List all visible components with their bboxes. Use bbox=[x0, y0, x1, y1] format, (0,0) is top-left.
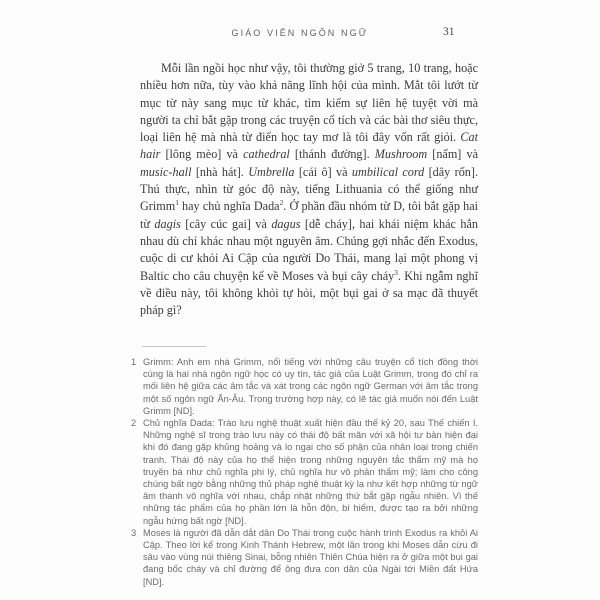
footnote-item bbox=[131, 527, 478, 588]
body-text-segment: Cat hair bbox=[140, 130, 478, 162]
body-text-segment: [lông mèo] và bbox=[160, 147, 244, 162]
footnote-text: Chủ nghĩa Dada: Trào lưu nghệ thuật xuất hiện đầu thế kỷ 20, sau Thế chiến I. Những nghệ sĩ trong trào lưu này có thái độ bất mãn với xã hội tư bản hiện đại khi đó đang gặp khủng hoảng và lo ngại cho số phận của nhân loại trong chiến tranh. Thái độ này của họ thể hiện trong những nguyên tắc thẩm mỹ mà họ truyền bá như chủ nghĩa phi lý, chủ nghĩa hư vô phản thẩm mỹ; làm cho công chúng bất ngờ bằng những thủ pháp nghệ thuật kỳ lạ như kết hợp những từ ngữ âm thanh vô nghĩa với nhau, chắp nhặt những thứ bắt gặp ngẫu nhiên. Vì thế những tác phẩm của họ phần lớn là hỗn độn, bí hiểm, được tạo ra bởi những ngẫu hứng bất ngờ [ND]. bbox=[143, 418, 478, 526]
body-text-segment: 3 bbox=[394, 267, 398, 277]
body-text-segment: [thánh đường]. bbox=[289, 147, 375, 162]
body-text-segment: umbilical cord bbox=[351, 164, 425, 179]
body-paragraph bbox=[140, 60, 478, 319]
footnote-item bbox=[131, 356, 478, 417]
body-text-segment: music-hall bbox=[140, 164, 192, 179]
footnote-number: 2 bbox=[131, 418, 137, 429]
body-text-segment: [nấm] và bbox=[427, 147, 478, 162]
body-text-segment: dagus bbox=[271, 216, 301, 231]
body-text-segment: hay chủ nghĩa Dada bbox=[178, 199, 280, 214]
body-text-segment: . Ở phần đầu nhóm từ D, tôi bắt gặp hai từ bbox=[140, 199, 478, 231]
footnote-text: Moses là người đã dẫn dắt dân Do Thái trong cuộc hành trình Exodus ra khỏi Ai Cập. Theo lời kể trong Kinh Thánh Hebrew, một lần trong khi Moses dẫn cừu đi sâu vào vùng núi thiêng Sinai, bỗng nhiên Thiên Chúa hiện ra ở giữa một bụi gai đang bốc cháy và chỉ đường để ông đưa con dân của Ngài tới Miền đất Hứa [ND]. bbox=[143, 527, 478, 587]
body-text-segment: [cây cúc gai] và bbox=[180, 216, 272, 231]
body-text-segment: Umbrella bbox=[248, 164, 295, 179]
body-text-segment: Mushroom bbox=[374, 147, 428, 162]
body-text-segment: . Khi ngẫm nghĩ về điều này, tôi không khỏi tự hỏi, một bụi gai ở sa mạc đã thuyết pháp gì? bbox=[140, 268, 478, 318]
body-text-segment: [cái ô] và bbox=[294, 164, 352, 179]
footnote-text: Grimm: Anh em nhà Grimm, nổi tiếng với những câu truyện cổ tích đồng thời cùng là hai nhà ngôn ngữ học có uy tín, tác giả của Luật Grimm, trong đó chỉ ra mối liên hệ giữa các âm tắc và xát trong các ngôn ngữ German với âm tắc trong một số ngôn ngữ Ấn-Âu. Trong trường hợp này, có lẽ tác giả muốn nói đến Luật Grimm [ND]. bbox=[143, 357, 478, 416]
body-text-segment: [nhà hát]. bbox=[191, 164, 249, 179]
page-number: 31 bbox=[443, 26, 455, 38]
footnote-number: 1 bbox=[131, 357, 137, 367]
footnotes-section bbox=[131, 346, 478, 588]
body-text-segment: 2 bbox=[279, 198, 284, 208]
footnote-separator bbox=[142, 346, 206, 347]
body-text-segment: [dây rốn]. Thú thực, nhìn từ góc độ này, tiếng Lithuania có thể giống như Grimm bbox=[140, 164, 478, 214]
body-text-segment: [dễ cháy], hai khái niệm khác hẳn nhau dù chỉ khác nhau một nguyên âm. Chúng gợi nhắc đến Exodus, cuộc di cư khỏi Ai Cập của người Do Thái, mang lại một phong vị Baltic cho câu chuyện kể về Moses và bụi cây cháy bbox=[140, 216, 478, 283]
body-text-segment: 1 bbox=[175, 198, 179, 208]
body-text-segment: Mỗi lần ngồi học như vậy, tôi thường giở 5 trang, 10 trang, hoặc nhiều hơn nữa, tùy vào khả năng lĩnh hội của mình. Mắt tôi lướt từ mục từ này sang mục từ khác, tìm kiếm sự liên hệ tuyệt vời mà người ta chỉ bắt gặp trong các truyện cổ tích và các bài thơ siêu thực, loại liên hệ mà nhà từ điển học tay mơ là tôi đây vốn rất giỏi. bbox=[140, 61, 478, 145]
page-header bbox=[0, 28, 600, 44]
body-text-segment: cathedral bbox=[243, 147, 290, 162]
footnote-item bbox=[131, 417, 478, 527]
running-header-title: GIÁO VIÊN NGÔN NGỮ bbox=[231, 28, 369, 38]
footnote-number: 3 bbox=[131, 527, 137, 538]
body-text-segment: dagis bbox=[154, 216, 181, 231]
